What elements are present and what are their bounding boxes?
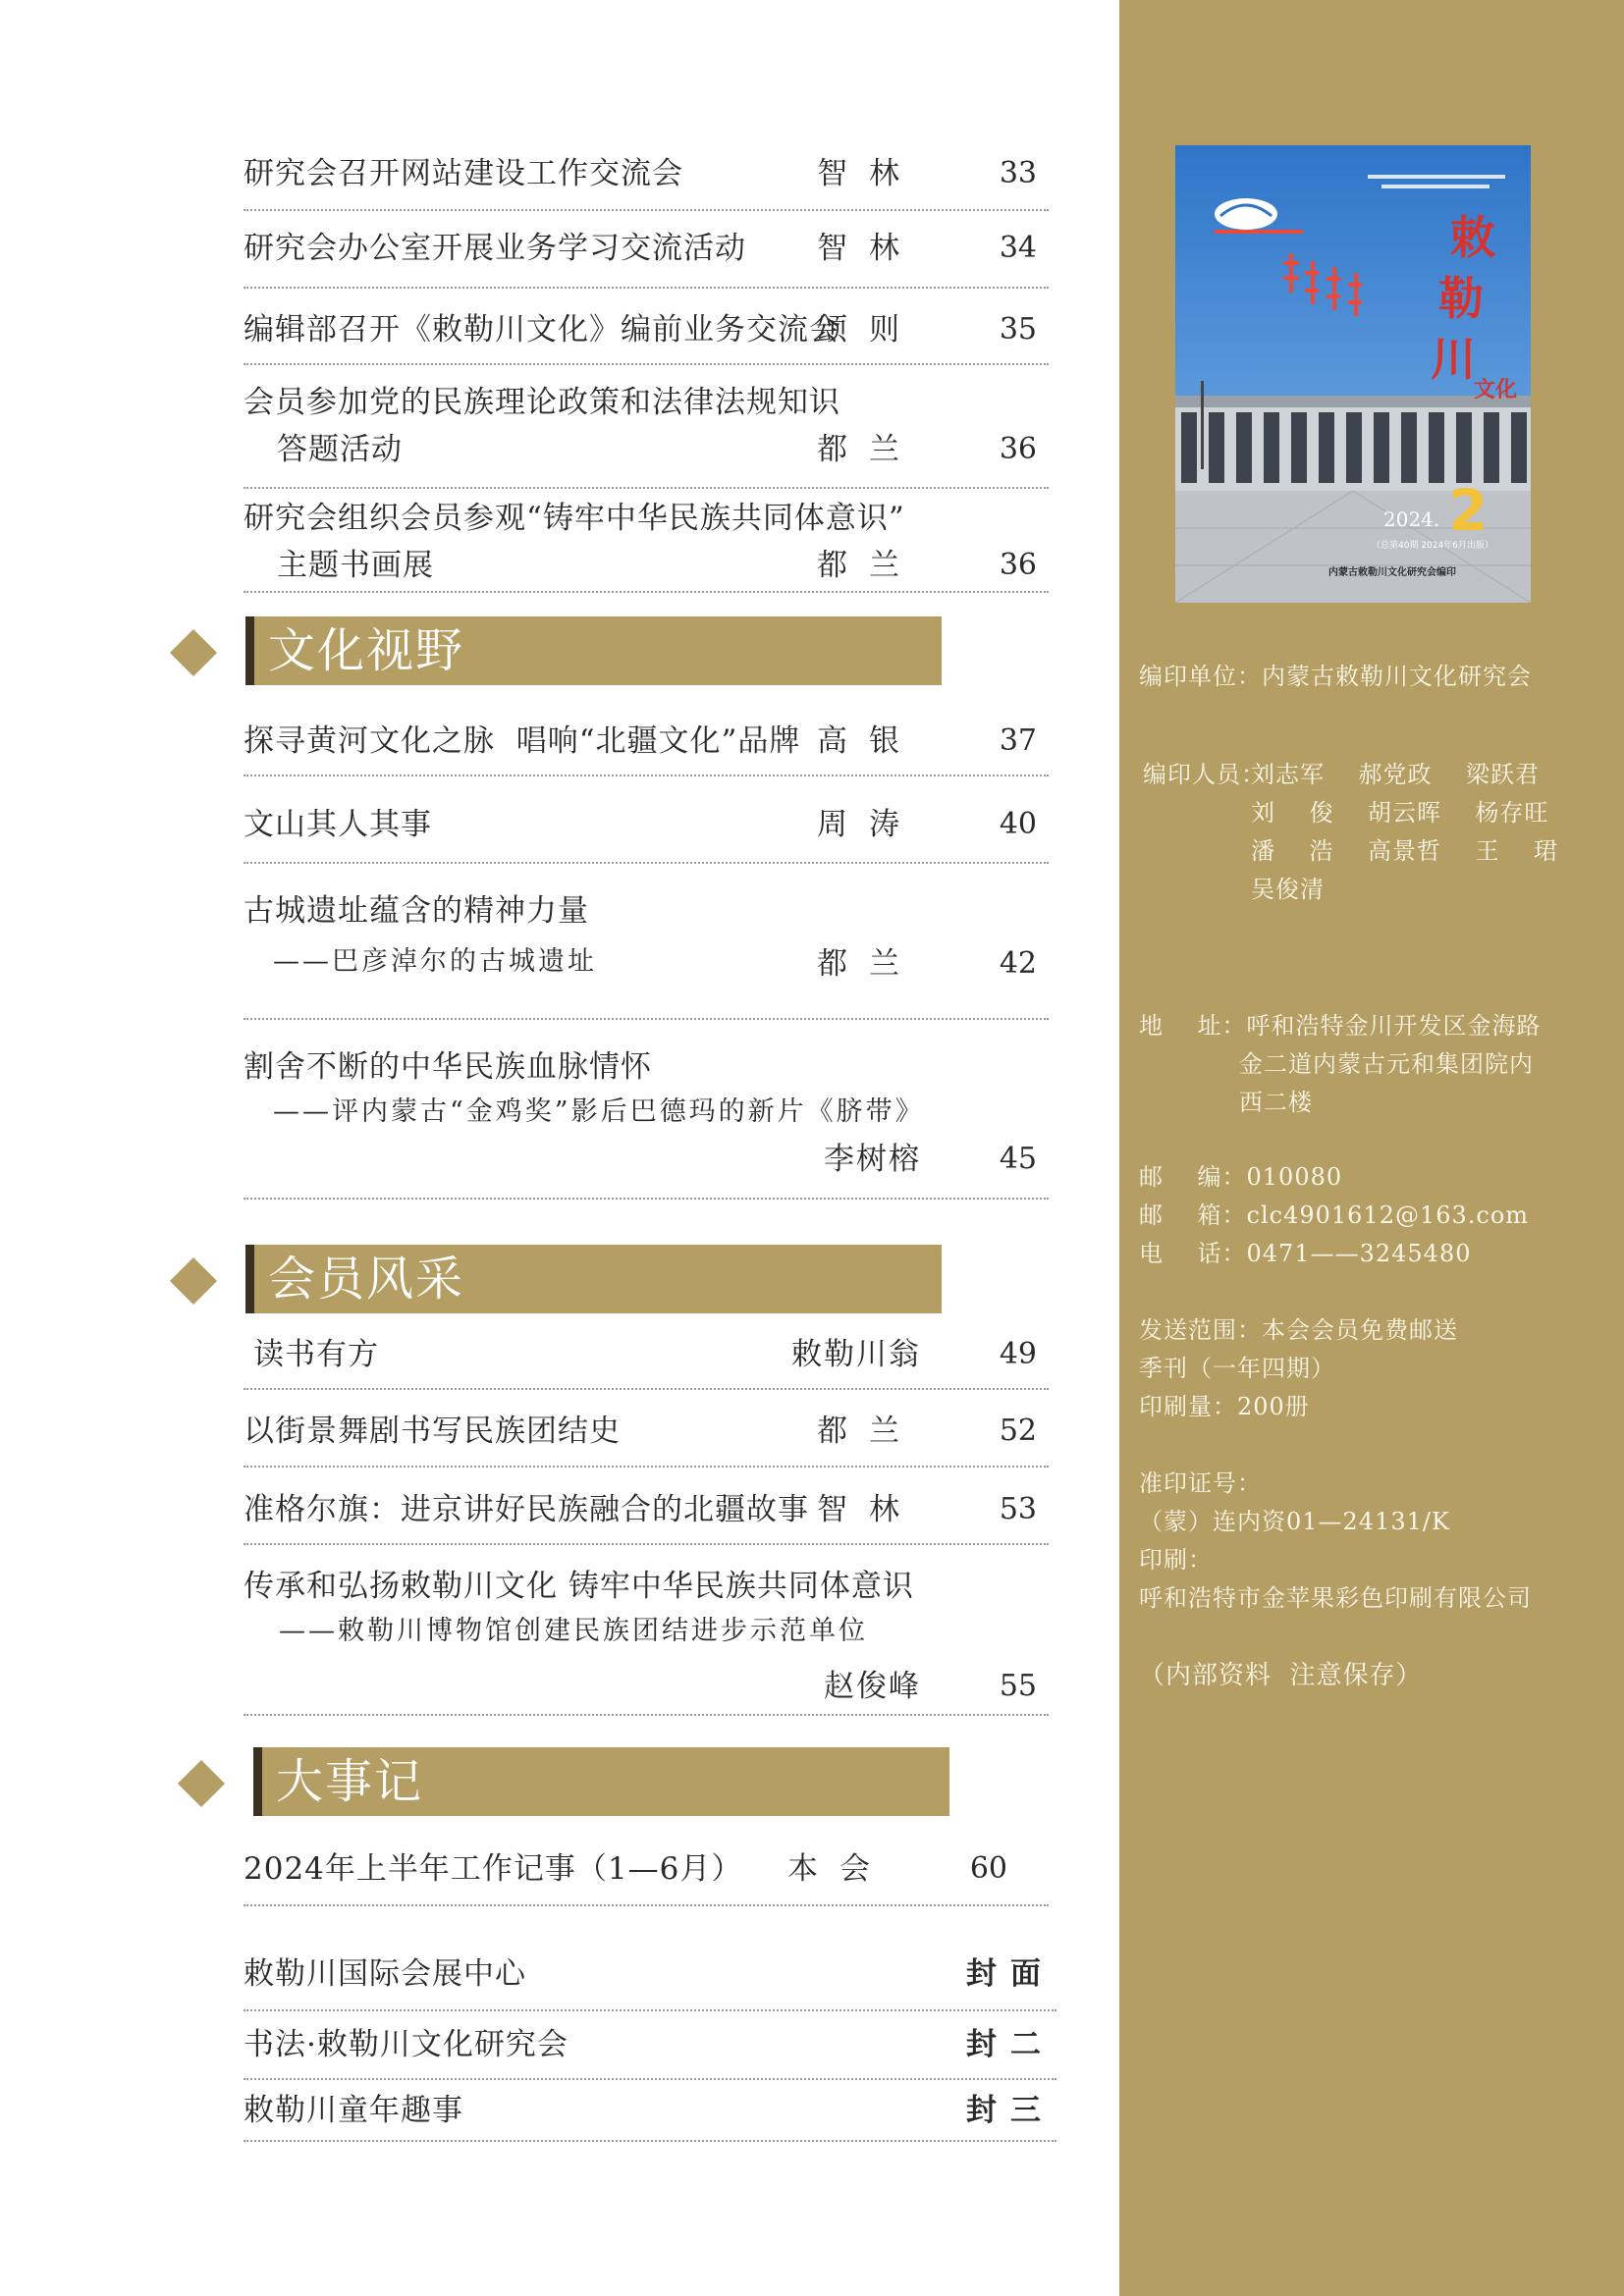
entry-title: 准格尔旗：进京讲好民族融合的北疆故事 [244,1492,809,1527]
section-header-members [169,1245,935,1317]
entry-title: 2024年上半年工作记事（1—6月） [244,1851,743,1887]
cover-title-small: 文化 [1474,377,1518,402]
entry-title: 编辑部召开《敕勒川文化》编前业务交流会 [244,312,840,347]
toc-entry[interactable] [244,1486,1049,1533]
diamond-icon [170,629,217,676]
entry-title: 读书有方 [253,1337,379,1372]
section-bar [253,1747,949,1816]
entry-title: 以街景舞剧书写民族团结史 [244,1414,621,1449]
toc-entry[interactable] [244,1043,1049,1183]
cover-issue-number: 2 [1448,477,1489,544]
entry-author: 李树榕 [824,1142,921,1177]
cover-entry[interactable] [244,2087,1055,2134]
entry-subtitle: ——巴彦淖尔的古城遗址 [273,946,597,977]
cover-illustration [1175,145,1531,603]
entry-page: 53 [999,1492,1037,1526]
toc-entry[interactable] [244,718,1049,765]
colophon-sidebar [1119,0,1624,2296]
toc-entry[interactable] [244,801,1049,848]
magazine-cover-image [1175,145,1531,603]
dotted-divider [244,1198,1049,1200]
dotted-divider [244,363,1049,365]
cover-publisher: 内蒙古敕勒川文化研究会编印 [1328,567,1456,578]
internal-note: （内部资料 注意保存） [1139,1661,1423,1690]
entry-title: 古城遗址蕴含的精神力量 [244,893,589,929]
toc-entry[interactable] [244,495,1049,589]
entry-page: 55 [999,1669,1037,1703]
entry-author: 赵俊峰 [824,1669,921,1704]
entry-author: 智林 [817,1492,921,1527]
entry-page: 37 [999,723,1037,758]
dotted-divider [244,774,1049,776]
entry-title: 会员参加党的民族理论政策和法律法规知识 [244,385,840,420]
cover-title-char: 敕 [1450,211,1495,264]
staff-row: 刘志军 郝党政 梁跃君 [1251,761,1541,788]
toc-entry[interactable] [244,887,1049,988]
entry-title: 传承和弘扬敕勒川文化 铸牢中华民族共同体意识 [244,1569,914,1604]
entry-subtitle: ——敕勒川博物馆创建民族团结进步示范单位 [279,1616,868,1646]
address-line: 金二道内蒙古元和集团院内 [1239,1050,1534,1078]
dotted-divider [244,1714,1049,1716]
entry-page: 34 [999,231,1037,265]
printer-label: 印刷： [1139,1546,1213,1574]
printer-name: 呼和浩特市金苹果彩色印刷有限公司 [1139,1584,1532,1612]
entry-author: 都兰 [817,1414,921,1449]
dotted-divider [244,862,1049,864]
entry-page: 49 [999,1337,1037,1371]
toc-entry[interactable] [244,150,1049,197]
entry-author: 智林 [817,231,921,266]
diamond-icon [178,1760,225,1807]
entry-author: 敕勒川翁 [791,1337,921,1372]
dotted-divider [244,2140,1056,2142]
cover-issue-note: （总第40期 2024年6月出版） [1372,541,1493,551]
entry-title: 书法·敕勒川文化研究会 [244,2027,568,2062]
entry-page: 42 [999,946,1037,981]
staff-row: 刘 俊 胡云晖 杨存旺 [1251,799,1549,827]
cover-label: 封三 [966,2093,1055,2128]
postcode: 邮 编：010080 [1139,1163,1343,1191]
entry-page: 40 [999,807,1037,841]
entry-author: 周涛 [817,807,921,842]
cover-label: 封二 [966,2027,1055,2062]
cover-issue-year: 2024. [1383,507,1440,531]
dotted-divider [244,1018,1049,1020]
section-header-culture [169,616,935,689]
entry-title: 敕勒川童年趣事 [244,2093,463,2128]
dotted-divider [244,1466,1049,1468]
section-title: 文化视野 [268,623,465,678]
entry-page: 33 [999,156,1037,190]
section-bar [245,1245,942,1313]
dotted-divider [244,287,1049,289]
editing-unit: 编印单位：内蒙古敕勒川文化研究会 [1139,663,1532,690]
entry-author: 都兰 [817,946,921,982]
entry-title: 敕勒川国际会展中心 [244,1956,526,1992]
entry-page: 52 [999,1414,1037,1448]
entry-page: 60 [969,1851,1007,1886]
entry-author: 都兰 [817,432,921,467]
cover-entry[interactable] [244,2021,1055,2068]
entry-author: 都兰 [817,548,921,583]
section-header-events [177,1747,943,1820]
entry-subtitle: ——评内蒙古“金鸡奖”影后巴德玛的新片《脐带》 [273,1096,925,1127]
distribution-scope: 发送范围：本会会员免费邮送 [1139,1316,1458,1344]
dotted-divider [244,1388,1049,1390]
entry-title: 探寻黄河文化之脉 唱响“北疆文化”品牌 [244,723,801,759]
dotted-divider [244,2078,1056,2080]
entry-author: 本会 [787,1851,892,1887]
toc-entry[interactable] [244,1563,1049,1710]
entry-title: 研究会召开网站建设工作交流会 [244,156,683,191]
toc-entry[interactable] [244,379,1049,473]
dotted-divider [244,209,1049,211]
cover-entry[interactable] [244,1950,1055,1998]
entry-author: 颂则 [817,312,921,347]
staff-label: 编印人员： [1143,761,1266,788]
staff-row: 潘 浩 高景哲 王 珺 [1251,837,1559,865]
permit-number: （蒙）连内资01—24131/K [1139,1508,1450,1535]
entry-title: 研究会办公室开展业务学习交流活动 [244,231,746,266]
entry-title: 割舍不断的中华民族血脉情怀 [244,1049,652,1085]
address-line: 西二楼 [1239,1089,1313,1116]
diamond-icon [170,1257,217,1305]
entry-page: 36 [999,548,1037,582]
dotted-divider [244,591,1049,593]
section-bar [245,616,942,685]
cover-title-char: 勒 [1438,272,1484,325]
cover-title-char: 川 [1431,333,1476,386]
print-run: 印刷量：200册 [1139,1393,1310,1420]
dotted-divider [244,1543,1049,1545]
section-title: 会员风采 [268,1252,465,1307]
dotted-divider [244,1904,1049,1906]
address-line: 地 址：呼和浩特金川开发区金海路 [1139,1012,1542,1040]
toc-entry[interactable] [244,225,1049,272]
entry-title-continued: 主题书画展 [277,548,434,583]
entry-page: 45 [999,1142,1037,1176]
entry-title-continued: 答题活动 [277,432,403,467]
entry-page: 36 [999,432,1037,466]
cover-label: 封面 [966,1956,1055,1992]
staff-row: 吴俊清 [1251,876,1325,903]
entry-author: 智林 [817,156,921,191]
entry-page: 35 [999,312,1037,347]
dotted-divider [244,487,1049,489]
permit-label: 准印证号： [1139,1469,1262,1497]
toc-entry[interactable] [244,1845,1049,1893]
entry-title: 研究会组织会员参观“铸牢中华民族共同体意识” [244,501,905,536]
section-title: 大事记 [276,1754,424,1809]
email: 邮 箱：clc4901612@163.com [1139,1201,1530,1229]
entry-author: 高银 [817,723,921,759]
publication-frequency: 季刊（一年四期） [1139,1355,1335,1382]
entry-title: 文山其人其事 [244,807,432,842]
toc-entry[interactable] [244,306,1049,353]
phone: 电 话：0471——3245480 [1139,1240,1472,1267]
toc-entry[interactable] [244,1408,1049,1455]
dotted-divider [244,2009,1056,2011]
toc-entry[interactable] [244,1331,1049,1378]
